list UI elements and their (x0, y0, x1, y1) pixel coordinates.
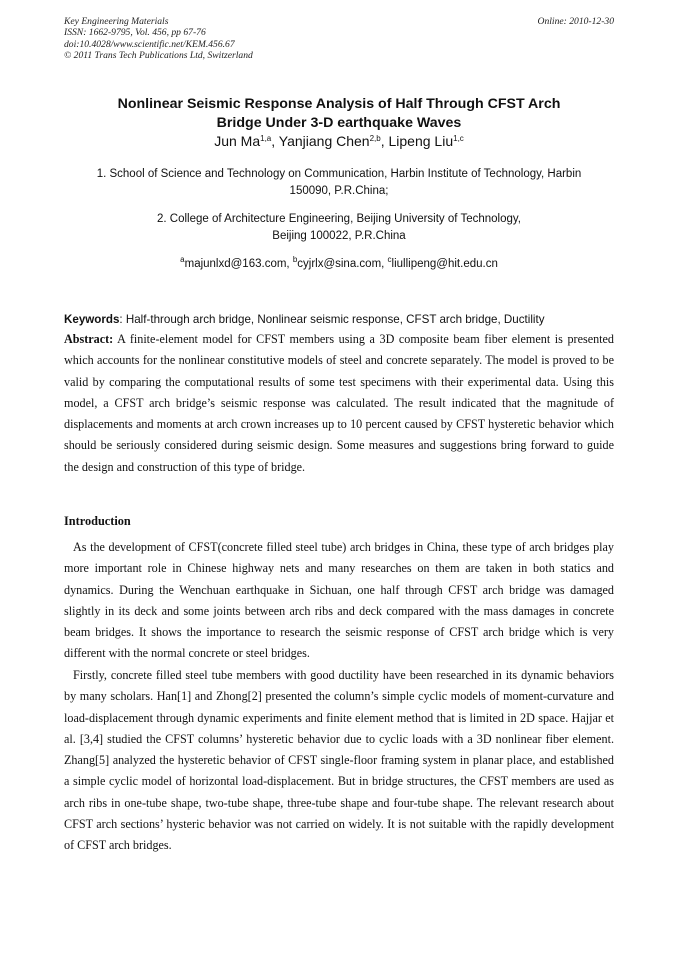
author-separator: , (271, 133, 279, 149)
email-address[interactable]: cyjrlx@sina.com (297, 258, 382, 270)
intro-paragraph-2: Firstly, concrete filled steel tube members with good ductility have been researched in its dynamic behaviors by many scholars. Han[1] and Zhong[2] presented the column’s simple cyclic models of moment-curvature and load-displacement through dynamic experiments and finite element method that is limited in 2D space. Hajjar et al. [3,4] studied the CFST columns’ hysteretic behavior due to cyclic loads with a 3D nonlinear fiber element. Zhang[5] analyzed the hysteretic behavior of CFST single-floor framing system in planar place, and established a simple cyclic model of horizontal load-displacement. But in bridge structures, the CFST members are used as arch ribs in one-tube shape, two-tube shape, three-tube shape and four-tube shape. The relevant research about CFST arch sections’ hysteric behavior was not carried on widely. It is not suitable with the rapidly development of CFST arch bridges. (64, 668, 614, 853)
affiliation-line: Beijing 100022, P.R.China (272, 230, 406, 242)
paper-title (70, 95, 608, 132)
author-name: Yanjiang Chen (278, 133, 370, 149)
title-line-1: Nonlinear Seismic Response Analysis of Half Through CFST Arch (117, 96, 561, 112)
online-date: Online: 2010-12-30 (537, 16, 614, 27)
keywords (64, 311, 614, 328)
email-mark: b (292, 255, 298, 264)
email-address[interactable]: liullipeng@hit.edu.cn (391, 258, 498, 270)
journal-info (64, 16, 253, 62)
affiliation-line: 1. School of Science and Technology on Communication, Harbin Institute of Technology, Harbin (96, 168, 582, 180)
author-list (70, 132, 608, 150)
email-mark: c (387, 255, 392, 264)
affiliation-2 (66, 211, 612, 245)
issn-line: ISSN: 1662-9795, Vol. 456, pp 67-76 (64, 27, 206, 39)
keywords-text: : Half-through arch bridge, Nonlinear seismic response, CFST arch bridge, Ductility (119, 313, 545, 326)
journal-name: Key Engineering Materials (64, 16, 169, 27)
intro-paragraph-1: As the development of CFST(concrete filled steel tube) arch bridges in China, these type of arch bridges play more important role in Chinese highway nets and many researches on them are taken in both statics and dynamics. During the Wenchuan earthquake in Sichuan, one half through CFST arch bridge was damaged slightly in its deck and some joints between arch ribs and deck compared with the mass damages in concrete beam bridges. It shows the importance to research the seismic response of CFST arch bridge which is very different with the normal concrete or steel bridges. (64, 540, 614, 661)
author-affiliation-mark: 1,a (260, 134, 272, 143)
author-name: Jun Ma (214, 133, 261, 149)
email-separator: , (286, 258, 293, 270)
email-list (66, 256, 612, 273)
affiliation-1 (66, 166, 612, 200)
abstract-label: Abstract: (64, 332, 114, 346)
email-separator: , (381, 258, 388, 270)
email-mark: a (180, 255, 185, 264)
author-affiliation-mark: 1,c (453, 134, 464, 143)
section-heading: Introduction (64, 514, 131, 528)
affiliation-line: 2. College of Architecture Engineering, Beijing University of Technology, (157, 213, 521, 225)
doi-line: doi:10.4028/www.scientific.net/KEM.456.67 (64, 38, 235, 50)
email-address[interactable]: majunlxd@163.com (184, 258, 287, 270)
author-affiliation-mark: 2,b (369, 134, 381, 143)
keywords-label: Keywords (64, 313, 120, 326)
title-line-2: Bridge Under 3-D earthquake Waves (216, 114, 462, 131)
author-name: Lipeng Liu (388, 133, 454, 149)
copyright-line: © 2011 Trans Tech Publications Ltd, Switzerland (64, 50, 253, 62)
affiliation-line: 150090, P.R.China; (289, 185, 389, 197)
author-separator: , (380, 133, 389, 149)
abstract-text: A finite-element model for CFST members using a 3D composite beam fiber element is presented which accounts for the nonlinear constitutive models of steel and concrete separately. The model is proved to be valid by comparing the computational results of some test specimens with their experimental data. Using this model, a CFST arch bridge’s seismic response was calculated. The result indicated that the magnitude of displacements and moments at arch crown increases up to 10 percent caused by CFST hysteretic behavior which should be seriously considered during seismic design. Some measures and suggestions bring forward to guide the design and construction of this type of bridge. (64, 332, 614, 474)
abstract (64, 329, 614, 478)
